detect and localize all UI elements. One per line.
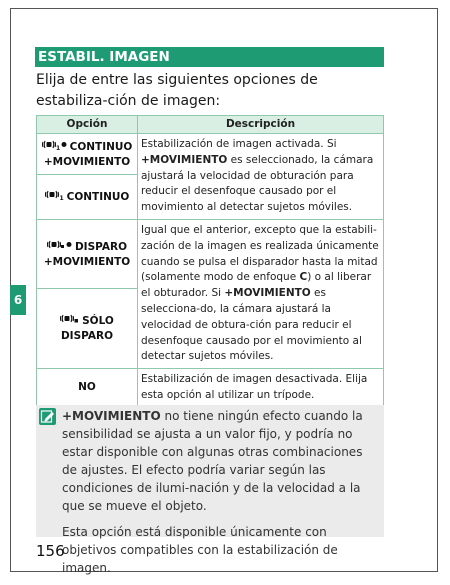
option-cell xyxy=(37,175,138,220)
option-cell xyxy=(37,369,138,408)
note-paragraph: +MOVIMIENTO no tiene ningún efecto cuando la sensibilidad se ajusta a un valor fijo, y podría no estar disponible con algunas otras combinaciones de ajustes. El efecto podría variar según las condiciones de ilumi-nación y de la velocidad a la que se mueve el objeto. xyxy=(62,409,363,513)
option-label: NO xyxy=(78,381,96,394)
table-row xyxy=(37,134,384,175)
column-header-description: Descripción xyxy=(138,116,384,134)
table-header-row xyxy=(37,116,384,134)
option-cell xyxy=(37,134,138,175)
description-cell: Estabilización de imagen desactivada. Elija esta opción al utilizar un trípode. xyxy=(138,369,384,408)
chapter-tab: 6 xyxy=(10,285,26,315)
svg-text:1: 1 xyxy=(59,195,64,200)
intro-text: Elija de entre las siguientes opciones de estabiliza-ción de imagen: xyxy=(36,72,318,109)
option-label: DISPARO xyxy=(74,240,128,253)
shooting-motion-stabilization-icon xyxy=(47,239,73,255)
page-number: 156 xyxy=(36,542,65,560)
note-pencil-icon xyxy=(39,408,56,425)
options-table xyxy=(36,115,384,408)
option-label: +MOVIMIENTO xyxy=(43,155,131,168)
note-text xyxy=(62,407,380,585)
column-header-option: Opción xyxy=(37,116,138,134)
continuous-motion-stabilization-icon xyxy=(42,139,68,155)
section-heading: ESTABIL. IMAGEN xyxy=(35,47,384,67)
option-label: SÓLO DISPARO xyxy=(60,315,114,343)
table-row xyxy=(37,220,384,289)
svg-text:1: 1 xyxy=(55,144,60,150)
note-paragraph: Esta opción está disponible únicamente con objetivos compatibles con la estabilización de imagen. xyxy=(62,525,338,575)
shooting-only-stabilization-icon xyxy=(60,313,80,329)
option-cell xyxy=(37,289,138,369)
option-label: CONTINUO xyxy=(66,191,130,203)
description-cell: Igual que el anterior, excepto que la estabili-zación de la imagen es realizada únicamente cuando se pulsa el disparador hasta la mitad (solamente modo de enfoque C) o al liberar el obturador. Si +MOVIMIENTO es selecciona-do, la cámara ajustará la velocidad de obtura-ción para reducir el desenfoque causado por el movimiento al detectar sujetos móviles. xyxy=(138,220,384,369)
continuous-stabilization-icon xyxy=(45,189,65,205)
description-cell: Estabilización de imagen activada. Si +MOVIMIENTO es seleccionado, la cámara ajustará la velocidad de obturación para reducir el desenfoque causado por el movimiento al detectar sujetos móviles. xyxy=(138,134,384,220)
table-row xyxy=(37,369,384,408)
option-label: +MOVIMIENTO xyxy=(43,255,131,268)
option-cell xyxy=(37,220,138,289)
option-label: CONTINUO xyxy=(69,140,133,153)
